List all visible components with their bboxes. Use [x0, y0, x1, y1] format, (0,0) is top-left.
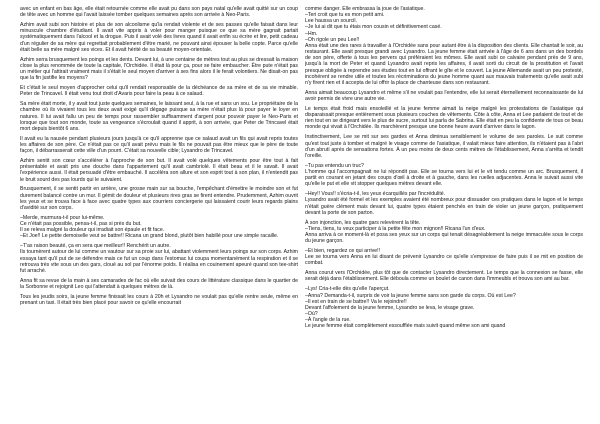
left-text-column — [20, 6, 298, 420]
paragraph: –Et Joe!! Le petite demoiselle veut se battre!! Ricana un grand blond, plutôt bien habillé pour une simple racaille. — [20, 233, 279, 240]
paragraph: Anna aimait beaucoup Lysandro et même s'il ne voulait pas l'entendre, elle lui serait éternellement reconnaissante de lui avoir permis de vivre une autre vie. — [305, 89, 583, 102]
dialogue-line: À son injonction, les quatre gars relevèrent la tête. — [305, 219, 421, 226]
dialogue-line: Le jeune femme était complètement essoufflée mais suivit quand même son ami quand — [305, 323, 506, 330]
paragraph: Il se releva malgré la douleur qui irradiait son épaule et fit face. — [20, 227, 165, 234]
dialogue-line: –Oh rigole un peu Lee!! — [305, 36, 360, 43]
paragraph: Anna était une des rares à travailler à l'Orchidée sans pour autant être à la disposition des clients. Elle chantait le soir, au restaurant. Elle avait presque grandi avec Lysandro. La jeune femme était arrivée à l'âge de 6 ans dans un des bordels de son père, offerte à tous les pervers qui préféraient les mômes. Elle avait subi ce calvaire pendant près de 9 ans, jusqu'à la mort de Peter et quand Lysandro avait repris les affaires, il avait sorti du circuit de la prostitution et l'avait presque obligée à reprendre ses études tout en lui offrant le gîte et le couvert. La jeune Allemande avait un peu protesté, incohérent se rendre utile et toutes les récriminations du jeune homme quant aux mauvais traitements qu'elle avait subi n'y firent rien et il accepta de lui offrir la place de chanteuse dans son restaurant. — [305, 42, 583, 86]
dialogue-line: –Et bien, regardez ce qui arrive!! — [305, 248, 380, 255]
dialogue-line: –Il est en train de se battre!! Va le rejoindre!! — [305, 298, 407, 305]
paragraph: Azhim avait subi son histoire et plus de son alcoolisme qu'la rendait violente et de ses passes qu'elle faisait dans leur minuscule chambre d'étudiant. Il avait vite appris à voler pour manger puisque ce que sa mère gagnait partait systématiquement dans l'alcool et la drogue. Puis il avait volé des livres quand il avait enfin su écrire et lire, petit cadeau d'un régulier de sa mère qui regrettait probablement d'être marié, ne pouvant ainsi épouser la belle copte. Parce qu'elle était belle sa mère malgré ses vices. Et il avait hérité de sa beauté moyen-orientale. — [20, 22, 298, 53]
dialogue-line: –Hey!! Vous!! s'écria-t-il, les yeux écarquillés par l'incrédulité. — [305, 191, 446, 198]
paragraph: Anna arriva à ce moment-là et posa ses yeux sur un corps qui tenait désagréablement la neige immaculée sous le corps du jeune garçon. — [305, 231, 583, 245]
paragraph: avec un enfant en bas âge, elle était retournée comme elle avait pu dans son pays natal qu'elle avait quitté sur un coup de tête avec un homme qui l'avait laissée tomber quelques semaines après son arrivée à Neo-Paris. — [20, 6, 298, 19]
paragraph: Sa mère était morte, il y avait tout juste quelques semaines, le laissant seul, à la rue et sans un sou. Le propriétaire de la chambre où ils vivaient tous les deux avait exigé qu'il dégage puisque sa mère n'était plus là pour payer le loyer en natures. Il lui avait fallu un peu de temps pour rassembler suffisamment d'argent pour pouvoir payer le Neo-Paris et lorsque que tout son monde, toute sa vengeance s'écroulait quand il apprit, à son arrivée, que Peter de Trincavel était mort depuis bientôt 6 ans. — [20, 101, 298, 132]
paragraph: –T'as raison beauté, ça en sera que meilleur!! Renchérit un autre. — [20, 243, 171, 250]
dialogue-line: –Lys! Cria-t-elle dès qu'elle l'aperçut. — [305, 286, 390, 293]
paragraph: L'homme qui l'accompagnait ne lui répondit pas. Elle se tourna vers lui et le vit tendu comme un arc. Brusquement, il partit en courant en jetant des coups d'œil à droite et à gauche, dans les ruelles adjacentes. Anna le suivait aussi vite qu'elle le put et elle vit stopper quelques mètres devant elle. — [305, 168, 583, 188]
paragraph: Azhim serra brusquement les poings et les dents. Devant lui, à une centaine de mètres tout au plus se dressait la maison close la plus renommée de toute la capitale, l'Orchidée. Il était là pour ça, pour se faire embaucher. Être pute n'était pas un métier qui l'attirait vraiment mais il s'était le seul moyen d'arriver à ses fins alors il le ferait volontiers. Ne disait-on pas que la fin justifie les moyens? — [20, 56, 298, 82]
right-text-column — [305, 6, 583, 420]
dialogue-line: –À l'angle de la rue. — [305, 317, 351, 324]
paragraph: Lee se tourna vers Anna en lui disant de prévenir Lysandro ce qu'elle s'empresse de faire puis il se mit en position de combat. — [305, 254, 583, 267]
paragraph: Azhim sentit son cœur s'accélérer à l'approche de son but. Il avait volé quelques vêtements pour être tout à fait présentable et avait pris une douche dans l'appartement qu'il avait cambriolé. Il était beau et il le savait. Il avait l'expérience aussi. Il était persuadé d'être embauché. Il accéléra son allure et son esprit tout à son plan, il n'entendit pas le bruit sourd des pas lourds qui le suivaient. — [20, 158, 298, 183]
paragraph: Brusquement, il se sentit partir en arrière, une grosse main sur sa bouche, l'empêchant d'émettre le moindre son et fut durement balancé contre un mur. Il gémit de douleur et plusieurs rires gras se firent entendre. Prudemment, Azhim ouvrit les yeux et se trouva face à face avec quatre types aux courriers conciergerie qui laissaient courir leurs regards plains d'avidité sur son corps. — [20, 186, 298, 211]
dialogue-line: Lee haussa un sourcil. — [305, 18, 357, 25]
dialogue-line: –Hm. — [305, 30, 318, 37]
paragraph: Ce n'était pas possible, pensa-t-il, pas si près du but. — [20, 221, 142, 228]
paragraph: Il avait eu la nausée pendant plusieurs jours jusqu'à ce qu'il apprenne que ce salaud avait un fils qui avait repris toutes les affaires de son père. Ce n'était pas ce qu'il avait prévu mais le fils ne pouvait pas être mieux que le père de toute façon, il débarrasserait cette ville d'un pourri. C'était sa nouvelle cible; Lysandro de Trincavel. — [20, 135, 298, 155]
paragraph: –Merde, murmura-t-il pour lui-même. — [20, 214, 105, 221]
paragraph: Anna courut vers l'Orchidée, plus tôt que de contacter Lysandro directement. Le temps que la connexion se fasse, elle serait déjà dans l'établissement. Elle déboula comme un boulet de canon dans l'immeubls et trouva son ami au bar. — [305, 270, 583, 283]
dialogue-line: –Anna? Demanda-t-il, surpris de voir la jeune femme sans son garde du corps. Où est Lee? — [305, 292, 516, 299]
paragraph: Le temps était froid mais ensoleillé et la jeune femme aimait la neige malgré les protestations de l'asiatique qui disparaissait presque entièrement sous plusieurs couches de vêtements. Côte à côte, Anna et Lee parlaient de tout et de rien tout en se dirigeant vers le plus de sucre, surtout lui parla de Sabrina. Elle était en peu la confidente de tous ce beau monde qui vivait à l'Orchidée. Ils marchèrent presque une bonne heure avant d'arriver dans le lagon. — [305, 105, 583, 131]
paragraph: Anna fit sa revue de la main à ses camarades de fac où elle suivait des cours de littérature classique dans le quartier de la Sorbonne et rejoignit Leo qui l'attendait à quelques mètres de là. — [20, 277, 298, 291]
dialogue-line: –Tiens, tiens, tu veux participer à la petite fête mon mignon!! Ricana l'un d'eux. — [305, 225, 486, 232]
dialogue-line: –Je lui ai dit que tu étais mon cousin et définitivement casé. — [305, 24, 442, 31]
paragraph: Instinctivement, Lee se mit sur ses gardes et Anna diminua sensiblement le volume de ses paroles. Le suit comme qu'est tout juste à tomber et malgré le visage comme de l'asiatique, il valait mieux faire attention, ils n'étaient pas à l'abri d'un abrutí après de sensations fortes. À un peu moins de deux cents mètres de l'établissement, Anna s'arrêta et tendit l'oreille. — [305, 134, 583, 159]
dialogue-line: –Tu pas entendu un truc? — [305, 162, 364, 169]
dialogue-line: –Où? — [305, 311, 318, 318]
paragraph: Lysandro avait été formel et les exemples avaient été nombreux pour dissuader ces pratiques dans le lagon et le temps n'était guère clément mais devant lui, quatre types étaient penchés en train de violer un jeune garçon, pratiquement devant la porte de son parton. — [305, 197, 583, 216]
dialogue-line: –Teri croit que tu es mon petit ami. — [305, 12, 385, 19]
paragraph: Et c'était le seul moyen d'approcher celui qu'il rendait responsable de la déchéance de sa mère et de sa vie minable. Peter de Trincavel. Il était venu tout droit d'Avaris pour faire la peau à ce salaud. — [20, 85, 298, 98]
dialogue-line: comme danger. Elle embrassa la joue de l'asiatique. — [305, 6, 425, 12]
paragraph: Ils tournèrent autour de lui comme un vautour sur sa proie sur lui, abattant violemment leurs poings sur son corps. Azhim essaya tant qu'il put de se défendre mais ce fut un coup dans l'estomac lui coupa momentanément la respiration et il se retrouva très vite sous un des gars, cloué au sol par l'énorme poids. Il réalisa en couinement apeuré quand son tee-shirt fut arraché. — [20, 249, 298, 274]
paragraph: Tous les jeudis soirs, la jeune femme finissait les cours à 20h et Lysandro ne voulait pas qu'elle rentre seule, même en prenant un taxi. Il était très bien placé pour savoir ce qu'elle encourrait — [20, 294, 298, 307]
dialogue-line: Devant l'affolement de la jeune femme, Lysandro se leva, le visage grave. — [305, 304, 475, 311]
